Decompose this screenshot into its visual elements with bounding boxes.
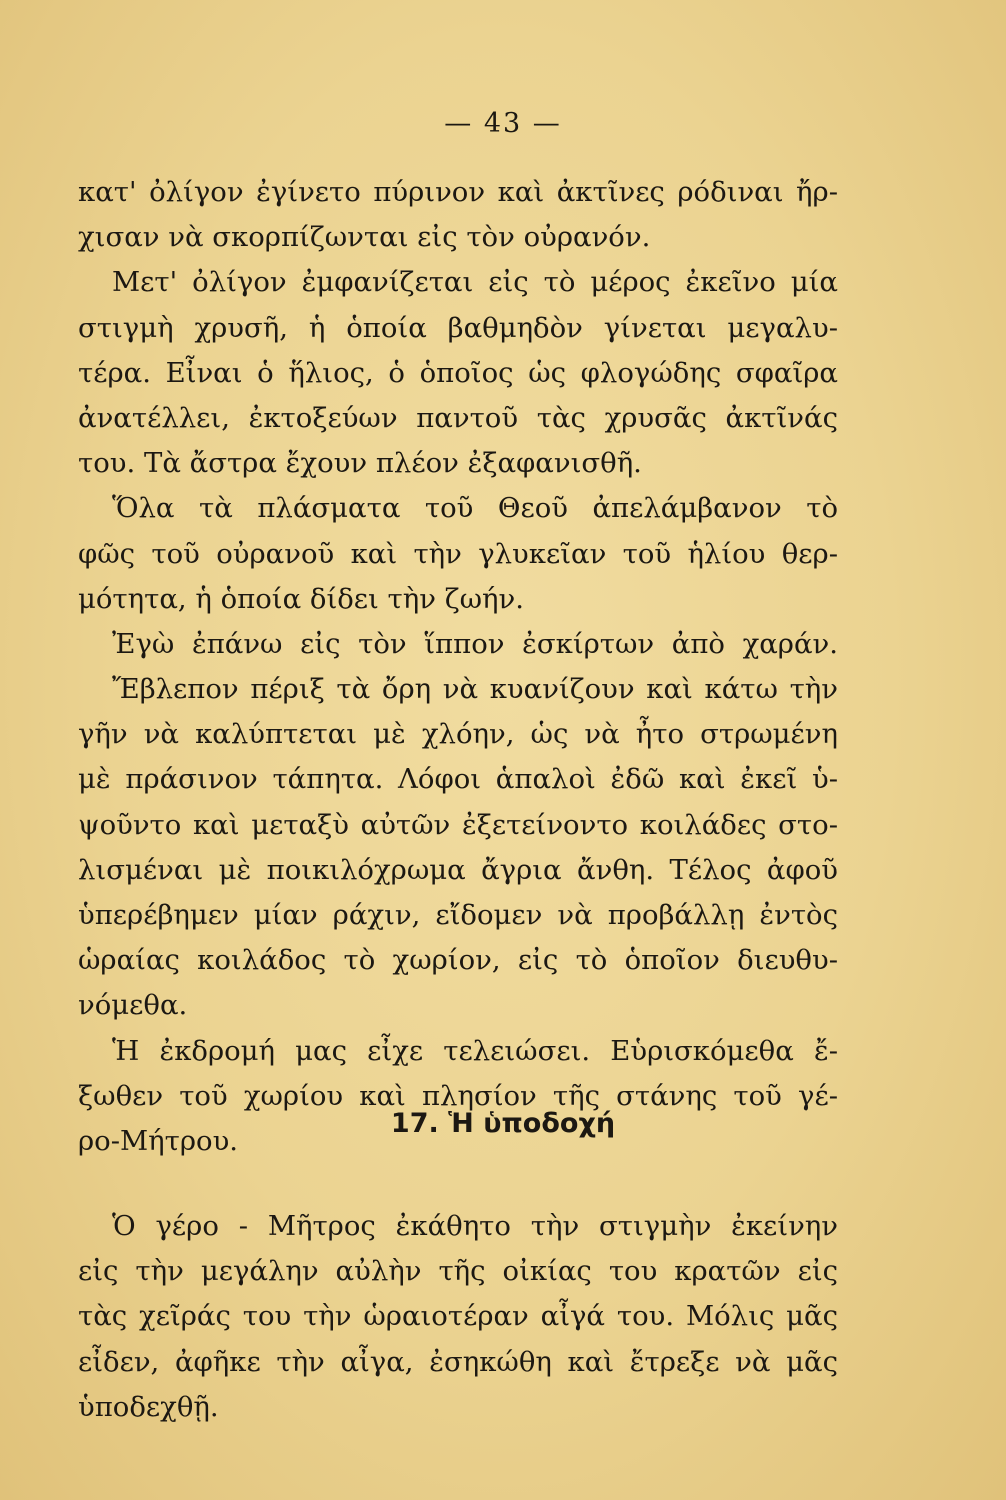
page-number: — 43 — <box>444 108 562 139</box>
text-line: ὡραίας κοιλάδος τὸ χωρίον, εἰς τὸ ὁποῖον διευθυ- <box>78 944 838 977</box>
text-line: γῆν νὰ καλύπτεται μὲ χλόην, ὡς νὰ ἦτο στρωμένη <box>78 718 838 751</box>
text-line: μὲ πράσινον τάπητα. Λόφοι ἁπαλοὶ ἐδῶ καὶ ἐκεῖ ὑ- <box>78 763 838 796</box>
text-line: Ἐγὼ ἐπάνω εἰς τὸν ἵππον ἐσκίρτων ἀπὸ χαράν. <box>112 627 838 660</box>
text-line: ὑπερέβημεν μίαν ράχιν, εἴδομεν νὰ προβάλλῃ ἐντὸς <box>78 899 838 931</box>
text-line: ὑποδεχθῇ. <box>78 1390 219 1423</box>
text-line: Μετ' ὀλίγον ἐμφανίζεται εἰς τὸ μέρος ἐκεῖνο μία <box>112 266 838 299</box>
text-line: τέρα. Εἶναι ὁ ἥλιος, ὁ ὁποῖος ὡς φλογώδης σφαῖρα <box>78 356 838 389</box>
section-heading: 17. Ἡ ὑποδοχή <box>390 1108 616 1139</box>
text-line: Ἔβλεπον πέριξ τὰ ὄρη νὰ κυανίζουν καὶ κάτω τὴν <box>112 673 838 706</box>
text-line: λισμέναι μὲ ποικιλόχρωμα ἄγρια ἄνθη. Τέλος ἀφοῦ <box>78 853 838 886</box>
text-line: ξωθεν τοῦ χωρίου καὶ πλησίον τῆς στάνης τοῦ γέ- <box>78 1079 838 1112</box>
text-line: τὰς χεῖράς του τὴν ὡραιοτέραν αἶγά του. Μόλις μᾶς <box>78 1300 838 1333</box>
text-line: φῶς τοῦ οὐρανοῦ καὶ τὴν γλυκεῖαν τοῦ ἡλίου θερ- <box>78 537 838 570</box>
text-line: Ὁ γέρο - Μῆτρος ἐκάθητο τὴν στιγμὴν ἐκείνην <box>112 1210 838 1242</box>
text-line: χισαν νὰ σκορπίζωνται εἰς τὸν οὐρανόν. <box>78 221 651 254</box>
text-line: Ὅλα τὰ πλάσματα τοῦ Θεοῦ ἀπελάμβανον τὸ <box>112 492 838 525</box>
text-line: ψοῦντο καὶ μεταξὺ αὐτῶν ἐξετείνοντο κοιλάδες στο- <box>78 808 838 841</box>
text-line: στιγμὴ χρυσῆ, ἡ ὁποία βαθμηδὸν γίνεται μεγαλυ- <box>78 311 838 344</box>
text-line: νόμεθα. <box>78 989 188 1022</box>
text-line: εἶδεν, ἀφῆκε τὴν αἶγα, ἐσηκώθη καὶ ἔτρεξε νὰ μᾶς <box>78 1345 838 1378</box>
text-line: ρο-Μήτρου. <box>78 1124 239 1157</box>
text-line: του. Τὰ ἄστρα ἔχουν πλέον ἐξαφανισθῆ. <box>78 447 642 480</box>
text-section-1 <box>78 170 838 1164</box>
text-line: Ἡ ἐκδρομή μας εἶχε τελειώσει. Εὑρισκόμεθα ἔ- <box>112 1034 838 1067</box>
text-line: ἀνατέλλει, ἐκτοξεύων παντοῦ τὰς χρυσᾶς ἀκτῖνάς <box>78 401 838 434</box>
text-line: κατ' ὀλίγον ἐγίνετο πύρινον καὶ ἀκτῖνες ρόδιναι ἤρ- <box>78 176 838 208</box>
text-line: μότητα, ἡ ὁποία δίδει τὴν ζωήν. <box>78 582 524 615</box>
text-line: εἰς τὴν μεγάλην αὐλὴν τῆς οἰκίας του κρατῶν εἰς <box>78 1255 838 1288</box>
text-section-2 <box>78 1204 838 1430</box>
